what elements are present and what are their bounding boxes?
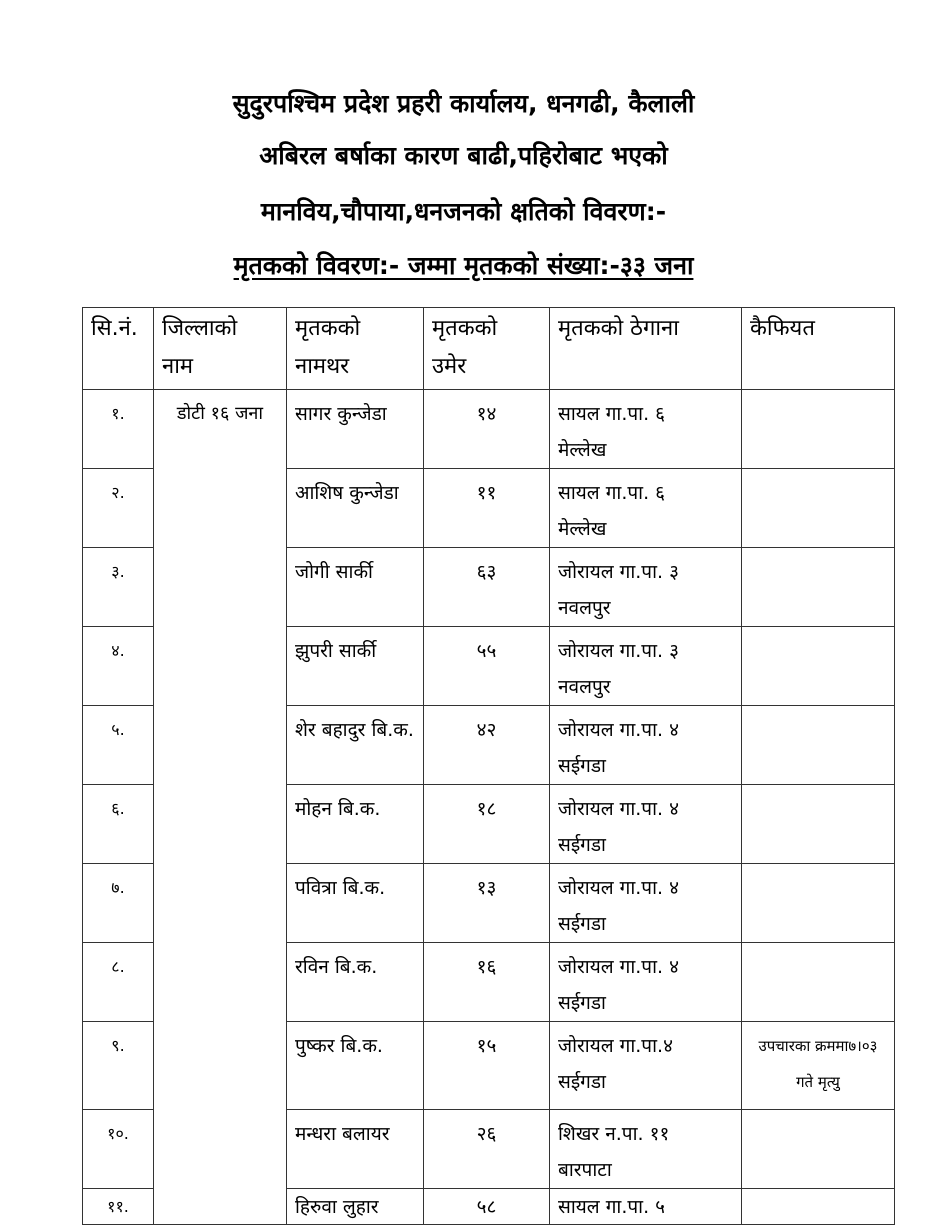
cell-name: हिरुवा लुहार: [287, 1189, 424, 1225]
cell-address: [550, 1110, 742, 1189]
address-line2: सईगडा: [558, 834, 606, 856]
address-line1: सायल गा.पा. ६: [558, 403, 666, 425]
cell-age: १८: [424, 785, 550, 864]
cell-serial-number: २.: [83, 469, 154, 548]
address-line2: सईगडा: [558, 1071, 606, 1093]
header-name-line2: नामथर: [295, 354, 350, 379]
cell-remarks: [742, 390, 895, 469]
cell-age: ६३: [424, 548, 550, 627]
table-row: [83, 390, 895, 469]
document-subtitle: अबिरल बर्षाका कारण बाढी,पहिरोबाट भएको: [259, 141, 668, 170]
address-line2: नवलपुर: [558, 597, 611, 619]
address-line1: जोरायल गा.पा.४: [558, 1035, 673, 1057]
address-line2: सईगडा: [558, 992, 606, 1014]
cell-serial-number: ८.: [83, 943, 154, 1022]
header-district: [154, 308, 287, 390]
header-district-line1: जिल्लाको: [162, 316, 238, 341]
cell-name: सागर कुन्जेडा: [287, 390, 424, 469]
cell-age: ५८: [424, 1189, 550, 1225]
deceased-details-table: [82, 307, 895, 1225]
table-header-row: [83, 308, 895, 390]
address-line1: जोरायल गा.पा. ३: [558, 561, 679, 583]
cell-name: झुपरी सार्की: [287, 627, 424, 706]
address-line2: बारपाटा: [558, 1159, 612, 1181]
address-line1: जोरायल गा.पा. ४: [558, 798, 679, 820]
cell-address: [550, 627, 742, 706]
cell-serial-number: ४.: [83, 627, 154, 706]
address-line2: सईगडा: [558, 755, 606, 777]
cell-age: ११: [424, 469, 550, 548]
cell-remarks: [742, 785, 895, 864]
cell-address: [550, 864, 742, 943]
header-remarks: कैफियत: [742, 308, 895, 390]
cell-remarks: [742, 548, 895, 627]
address-line2: मेल्लेख: [558, 518, 607, 540]
header-address: मृतकको ठेगाना: [550, 308, 742, 390]
cell-serial-number: ९.: [83, 1022, 154, 1110]
cell-name: रविन बि.क.: [287, 943, 424, 1022]
cell-remarks: उपचारका क्रममा७।०३ गते मृत्यु: [742, 1022, 895, 1110]
cell-remarks: [742, 1189, 895, 1225]
cell-name: पवित्रा बि.क.: [287, 864, 424, 943]
address-line1: जोरायल गा.पा. ४: [558, 877, 679, 899]
address-line2: मेल्लेख: [558, 439, 607, 461]
address-line1: सायल गा.पा. ६: [558, 482, 666, 504]
deceased-summary-heading: मृतकको विवरण:- जम्मा मृतकको संख्या:-३३ जना: [233, 251, 694, 280]
cell-address: [550, 469, 742, 548]
header-name: [287, 308, 424, 390]
cell-age: १३: [424, 864, 550, 943]
cell-address: [550, 548, 742, 627]
header-age-line1: मृतकको: [432, 316, 498, 341]
address-line1: जोरायल गा.पा. ४: [558, 719, 679, 741]
cell-age: ५५: [424, 627, 550, 706]
cell-age: ४२: [424, 706, 550, 785]
header-name-line1: मृतकको: [295, 316, 361, 341]
cell-age: १६: [424, 943, 550, 1022]
cell-address: [550, 706, 742, 785]
cell-serial-number: ११.: [83, 1189, 154, 1225]
cell-address: सायल गा.पा. ५: [550, 1189, 742, 1225]
address-line2: सईगडा: [558, 913, 606, 935]
cell-age: २६: [424, 1110, 550, 1189]
address-line2: नवलपुर: [558, 676, 611, 698]
address-line1: शिखर न.पा. ११: [558, 1123, 670, 1145]
cell-serial-number: ५.: [83, 706, 154, 785]
header-age: [424, 308, 550, 390]
document-title: सुदुरपश्चिम प्रदेश प्रहरी कार्यालय, धनगढी, कैलाली: [232, 89, 695, 118]
cell-age: १५: [424, 1022, 550, 1110]
cell-serial-number: ३.: [83, 548, 154, 627]
cell-address: [550, 1022, 742, 1110]
document-subtitle-2: मानविय,चौपाया,धनजनको क्षतिको विवरण:-: [260, 197, 667, 226]
cell-remarks: [742, 864, 895, 943]
cell-address: [550, 390, 742, 469]
address-line1: जोरायल गा.पा. ३: [558, 640, 679, 662]
cell-serial-number: १.: [83, 390, 154, 469]
cell-name: शेर बहादुर बि.क.: [287, 706, 424, 785]
address-line1: जोरायल गा.पा. ४: [558, 956, 679, 978]
header-serial-number: सि.नं.: [83, 308, 154, 390]
header-district-line2: नाम: [162, 354, 194, 379]
cell-remarks: [742, 1110, 895, 1189]
cell-name: मोहन बि.क.: [287, 785, 424, 864]
cell-name: मन्धरा बलायर: [287, 1110, 424, 1189]
cell-name: जोगी सार्की: [287, 548, 424, 627]
header-age-line2: उमेर: [432, 354, 467, 379]
cell-remarks: [742, 469, 895, 548]
cell-address: [550, 943, 742, 1022]
cell-serial-number: ६.: [83, 785, 154, 864]
cell-address: [550, 785, 742, 864]
cell-remarks: [742, 706, 895, 785]
cell-name: पुष्कर बि.क.: [287, 1022, 424, 1110]
cell-district: डोटी १६ जना: [154, 390, 287, 1225]
cell-remarks: [742, 943, 895, 1022]
cell-serial-number: १०.: [83, 1110, 154, 1189]
cell-age: १४: [424, 390, 550, 469]
cell-serial-number: ७.: [83, 864, 154, 943]
cell-name: आशिष कुन्जेडा: [287, 469, 424, 548]
cell-remarks: [742, 627, 895, 706]
